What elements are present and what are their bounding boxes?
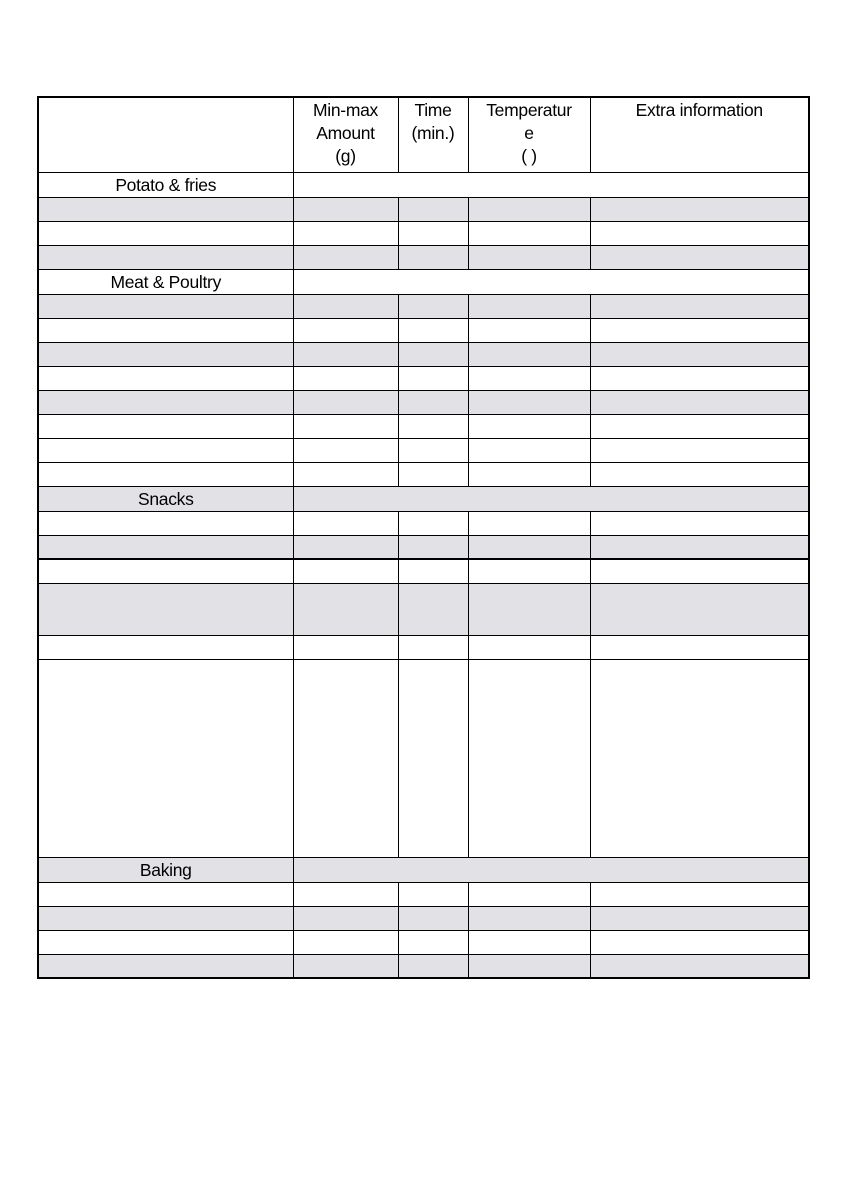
cell [38,294,293,318]
header-amount-line-2: Amount [316,123,375,143]
cell [398,906,468,930]
cell [590,659,809,857]
cell [590,635,809,659]
section-fill [293,486,809,511]
section-label-potato: Potato & fries [38,172,293,197]
cell [468,635,590,659]
cell [38,366,293,390]
header-temperature-line-3: ( ) [521,146,537,166]
cell [38,882,293,906]
cell [38,583,293,635]
cell [398,294,468,318]
header-time-line-1: Time [414,100,452,120]
cell [293,511,398,535]
cell [293,954,398,978]
cell [590,366,809,390]
cell [468,390,590,414]
header-temperature-line-1: Temperatur [486,100,572,120]
cell [590,511,809,535]
cell [398,197,468,221]
cell [293,462,398,486]
cell [293,366,398,390]
cell [398,245,468,269]
table-row [38,535,809,559]
table-row [38,221,809,245]
cell [38,318,293,342]
cell [468,221,590,245]
section-label-meat: Meat & Poultry [38,269,293,294]
cell [590,535,809,559]
table-row [38,414,809,438]
cell [590,559,809,583]
cell [293,659,398,857]
cell [590,390,809,414]
cell [398,882,468,906]
cell [468,583,590,635]
cell [468,659,590,857]
section-fill [293,857,809,882]
cell [398,342,468,366]
cell [590,342,809,366]
table-row [38,294,809,318]
cell [590,294,809,318]
cell [293,390,398,414]
cell [38,559,293,583]
cell [398,221,468,245]
cell [398,559,468,583]
cell [293,635,398,659]
cell [398,535,468,559]
cell [293,438,398,462]
table-row [38,511,809,535]
table-row [38,438,809,462]
cell [398,659,468,857]
cell [38,221,293,245]
cell [38,635,293,659]
header-amount-line-1: Min-max [313,100,378,120]
cell [398,462,468,486]
header-amount [293,97,398,172]
cell [468,318,590,342]
cell [38,535,293,559]
cell [398,318,468,342]
cell [293,318,398,342]
cell [468,342,590,366]
cell [38,414,293,438]
section-label-snacks: Snacks [38,486,293,511]
table-row [38,390,809,414]
cell [293,294,398,318]
cell [293,930,398,954]
cooking-table [37,96,810,979]
cell [468,294,590,318]
header-time-line-2: (min.) [411,123,455,143]
cell [590,583,809,635]
cell [293,221,398,245]
cell [293,583,398,635]
section-row-potato [38,172,809,197]
cell [468,954,590,978]
header-extra-line-1: Extra information [635,100,763,120]
cell [398,438,468,462]
cell [38,390,293,414]
cell [398,366,468,390]
header-temperature-line-2: e [524,123,534,143]
cell [590,318,809,342]
cell [293,559,398,583]
header-amount-line-3: (g) [335,146,356,166]
cell [38,342,293,366]
cell [293,414,398,438]
cell [398,414,468,438]
cell [590,245,809,269]
cell [398,930,468,954]
cell [468,930,590,954]
header-row [38,97,809,172]
cell [293,882,398,906]
cell [38,245,293,269]
table-row [38,583,809,635]
cell [590,414,809,438]
cell [398,511,468,535]
cell [590,906,809,930]
cell [293,535,398,559]
section-fill [293,172,809,197]
cell [38,197,293,221]
cell [468,414,590,438]
cell [38,438,293,462]
cell [590,462,809,486]
section-row-meat [38,269,809,294]
table-row [38,635,809,659]
table-row [38,342,809,366]
cell [590,221,809,245]
cell [590,930,809,954]
cell [468,197,590,221]
cell [398,635,468,659]
cell [468,559,590,583]
table-row [38,659,809,857]
table-row [38,197,809,221]
cell [468,535,590,559]
cell [38,462,293,486]
cell [38,659,293,857]
cell [468,511,590,535]
cell [590,438,809,462]
cell [398,390,468,414]
section-row-baking [38,857,809,882]
cell [468,438,590,462]
table-row [38,462,809,486]
cell [468,366,590,390]
table-row [38,954,809,978]
cell [590,197,809,221]
section-row-snacks [38,486,809,511]
cell [468,906,590,930]
header-temperature [468,97,590,172]
cell [293,906,398,930]
cell [293,245,398,269]
cell [398,954,468,978]
table-row [38,318,809,342]
cell [590,882,809,906]
cell [38,954,293,978]
table-row [38,559,809,583]
cell [468,882,590,906]
header-extra [590,97,809,172]
cell [468,245,590,269]
cell [398,583,468,635]
cell [590,954,809,978]
section-label-baking: Baking [38,857,293,882]
table-row [38,366,809,390]
cell [38,511,293,535]
cell [293,197,398,221]
cell [38,930,293,954]
section-fill [293,269,809,294]
header-food [38,97,293,172]
cell [468,462,590,486]
cell [293,342,398,366]
table-row [38,882,809,906]
cell [38,906,293,930]
table-row [38,930,809,954]
table-row [38,906,809,930]
header-time [398,97,468,172]
table-row [38,245,809,269]
